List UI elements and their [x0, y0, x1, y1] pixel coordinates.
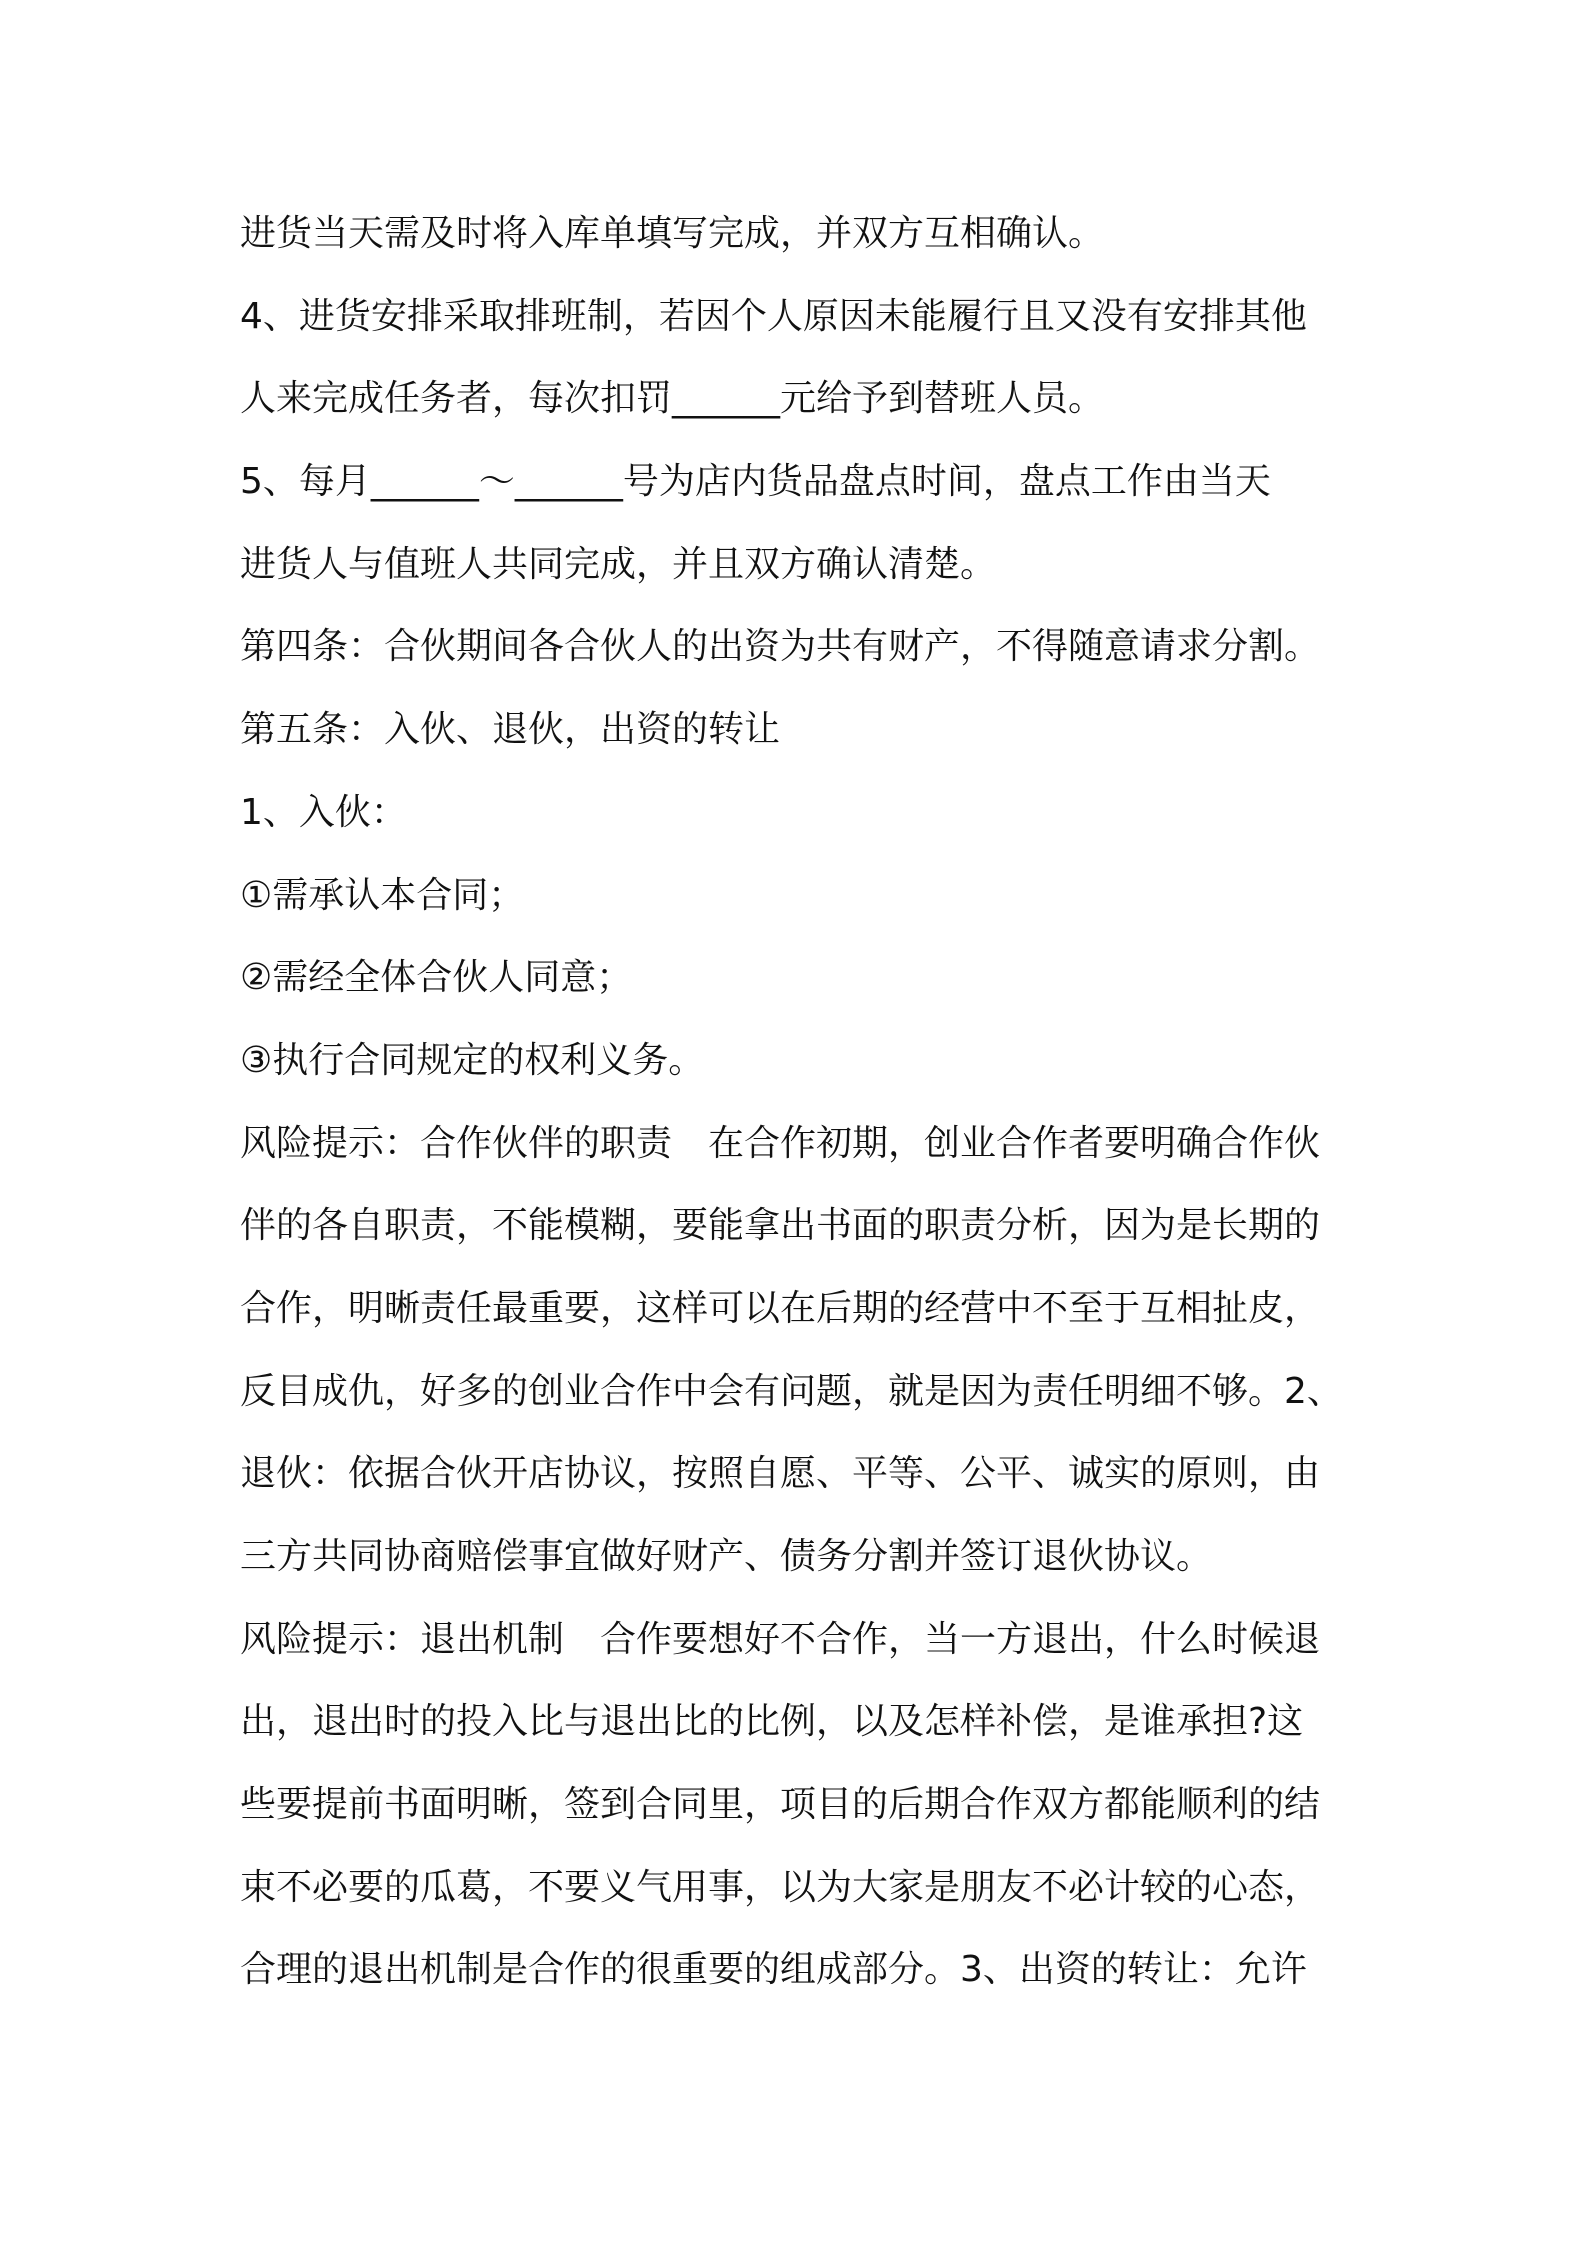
text-line: 合理的退出机制是合作的很重要的组成部分。3、出资的转让：允许 — [240, 1949, 1307, 1991]
text-line: 第四条：合伙期间各合伙人的出资为共有财产，不得随意请求分割。 — [240, 626, 1321, 668]
text-line: 进货人与值班人共同完成，并且双方确认清楚。 — [240, 543, 997, 585]
text-line: 人来完成任务者，每次扣罚______元给予到替班人员。 — [240, 378, 1105, 420]
text-line: 些要提前书面明晰，签到合同里，项目的后期合作双方都能顺利的结 — [240, 1784, 1321, 1826]
text-line: 4、进货安排采取排班制，若因个人原因未能履行且又没有安排其他 — [240, 295, 1307, 337]
text-line: 合作，明晰责任最重要，这样可以在后期的经营中不至于互相扯皮， — [240, 1287, 1321, 1329]
text-line: 第五条：入伙、退伙，出资的转让 — [240, 709, 781, 751]
text-line: 伴的各自职责，不能模糊，要能拿出书面的职责分析，因为是长期的 — [240, 1205, 1321, 1247]
document-body — [240, 193, 1370, 2012]
text-line: 束不必要的瓜葛，不要义气用事，以为大家是朋友不必计较的心态， — [240, 1866, 1321, 1908]
text-line: 1、入伙： — [240, 791, 407, 833]
text-line: 风险提示：退出机制 合作要想好不合作，当一方退出，什么时候退 — [240, 1618, 1321, 1660]
text-line: ②需经全体合伙人同意； — [240, 957, 633, 999]
text-line: 反目成仇，好多的创业合作中会有问题，就是因为责任明细不够。2、 — [240, 1370, 1343, 1412]
text-line: 三方共同协商赔偿事宜做好财产、债务分割并签订退伙协议。 — [240, 1536, 1213, 1577]
text-line: 风险提示：合作伙伴的职责 在合作初期，创业合作者要明确合作伙 — [240, 1122, 1321, 1164]
text-line: 进货当天需及时将入库单填写完成，并双方互相确认。 — [240, 213, 1105, 254]
text-line: ③执行合同规定的权利义务。 — [240, 1039, 705, 1081]
text-line: ①需承认本合同； — [240, 874, 525, 916]
text-line: 退伙：依据合伙开店协议，按照自愿、平等、公平、诚实的原则，由 — [240, 1453, 1321, 1495]
text-line: 出，退出时的投入比与退出比的比例，以及怎样补偿，是谁承担?这 — [240, 1701, 1304, 1743]
text-line: 5、每月______～______号为店内货品盘点时间，盘点工作由当天 — [240, 461, 1271, 503]
